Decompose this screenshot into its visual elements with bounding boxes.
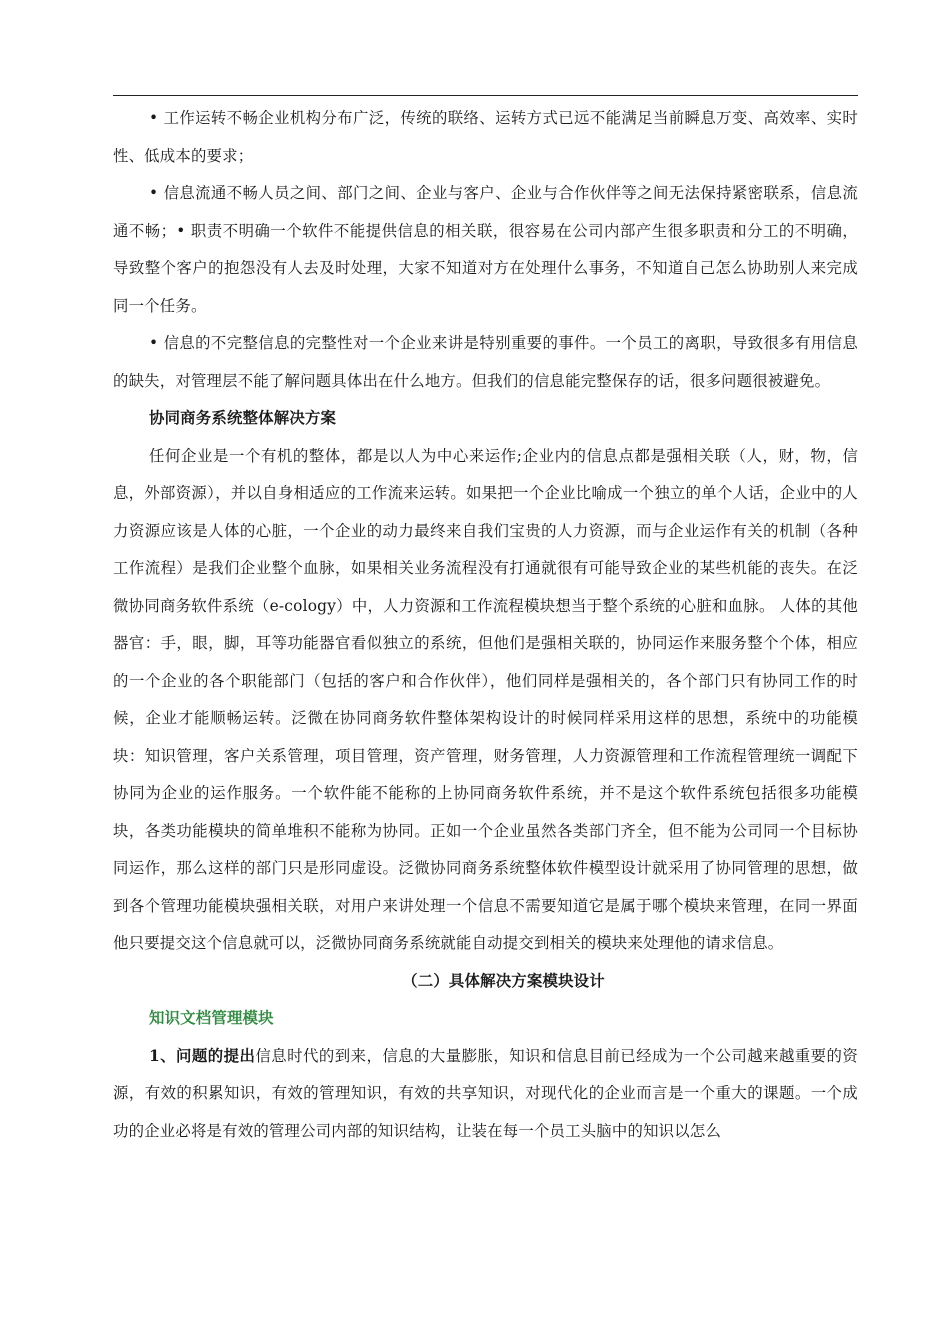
- document-body: [113, 100, 858, 1150]
- problem-statement-lead: 1、问题的提出: [149, 1046, 256, 1065]
- section-heading-knowledge-module: 知识文档管理模块: [149, 1009, 274, 1027]
- problem-statement-text: 信息时代的到来，信息的大量膨胀，知识和信息目前已经成为一个公司越来越重要的资源，有效的积累知识，有效的管理知识，有效的共享知识，对现代化的企业而言是一个重大的课题。一个成功的企业必将是有效的管理公司内部的知识结构，让装在每一个员工头脑中的知识以怎么: [113, 1046, 859, 1140]
- section-heading-module-design: （二）具体解决方案模块设计: [402, 971, 605, 990]
- bullet-paragraph-information-flow: • 信息流通不畅人员之间、部门之间、企业与客户、企业与合作伙伴等之间无法保持紧密联系，信息流通不畅；• 职责不明确一个软件不能提供信息的相关联，很容易在公司内部产生很多职责和分工的不明确，导致整个客户的抱怨没有人去及时处理，大家不知道对方在处理什么事务，不知道自己怎么协助别人来完成同一个任务。: [113, 184, 858, 315]
- bullet-paragraph-work-operation: • 工作运转不畅企业机构分布广泛，传统的联络、运转方式已远不能满足当前瞬息万变、高效率、实时性、低成本的要求；: [113, 109, 858, 165]
- section-heading-overall-solution: 协同商务系统整体解决方案: [149, 409, 337, 427]
- header-rule: [113, 95, 858, 96]
- body-paragraph-overall-solution: 任何企业是一个有机的整体，都是以人为中心来运作;企业内的信息点都是强相关联（人，财，物，信息，外部资源），并以自身相适应的工作流来运转。如果把一个企业比喻成一个独立的单个人话，企业中的人力资源应该是人体的心脏，一个企业的动力最终来自我们宝贵的人力资源，而与企业运作有关的机制（各种工作流程）是我们企业整个血脉，如果相关业务流程没有打通就很有可能导致企业的某些机能的丧失。在泛微协同商务软件系统（e-cology）中，人力资源和工作流程模块想当于整个系统的心脏和血脉。 人体的其他器官：手，眼，脚，耳等功能器官看似独立的系统，但他们是强相关联的，协同运作来服务整个个体，相应的一个企业的各个职能部门（包括的客户和合作伙伴），他们同样是强相关的，各个部门只有协同工作的时候，企业才能顺畅运转。泛微在协同商务软件整体架构设计的时候同样采用这样的思想，系统中的功能模块：知识管理，客户关系管理，项目管理，资产管理，财务管理，人力资源管理和工作流程管理统一调配下协同为企业的运作服务。一个软件能不能称的上协同商务软件系统，并不是这个软件系统包括很多功能模块，各类功能模块的简单堆积不能称为协同。正如一个企业虽然各类部门齐全，但不能为公司同一个目标协同运作，那么这样的部门只是形同虚设。泛微协同商务系统整体软件模型设计就采用了协同管理的思想，做到各个管理功能模块强相关联，对用户来讲处理一个信息不需要知道它是属于哪个模块来管理，在同一界面他只要提交这个信息就可以，泛微协同商务系统就能自动提交到相关的模块来处理他的请求信息。: [113, 446, 858, 952]
- body-paragraph-problem-statement: [113, 1038, 858, 1151]
- bullet-paragraph-incomplete-info: • 信息的不完整信息的完整性对一个企业来讲是特别重要的事件。一个员工的离职，导致很多有用信息的缺失，对管理层不能了解问题具体出在什么地方。但我们的信息能完整保存的话，很多问题很被避免。: [113, 334, 858, 390]
